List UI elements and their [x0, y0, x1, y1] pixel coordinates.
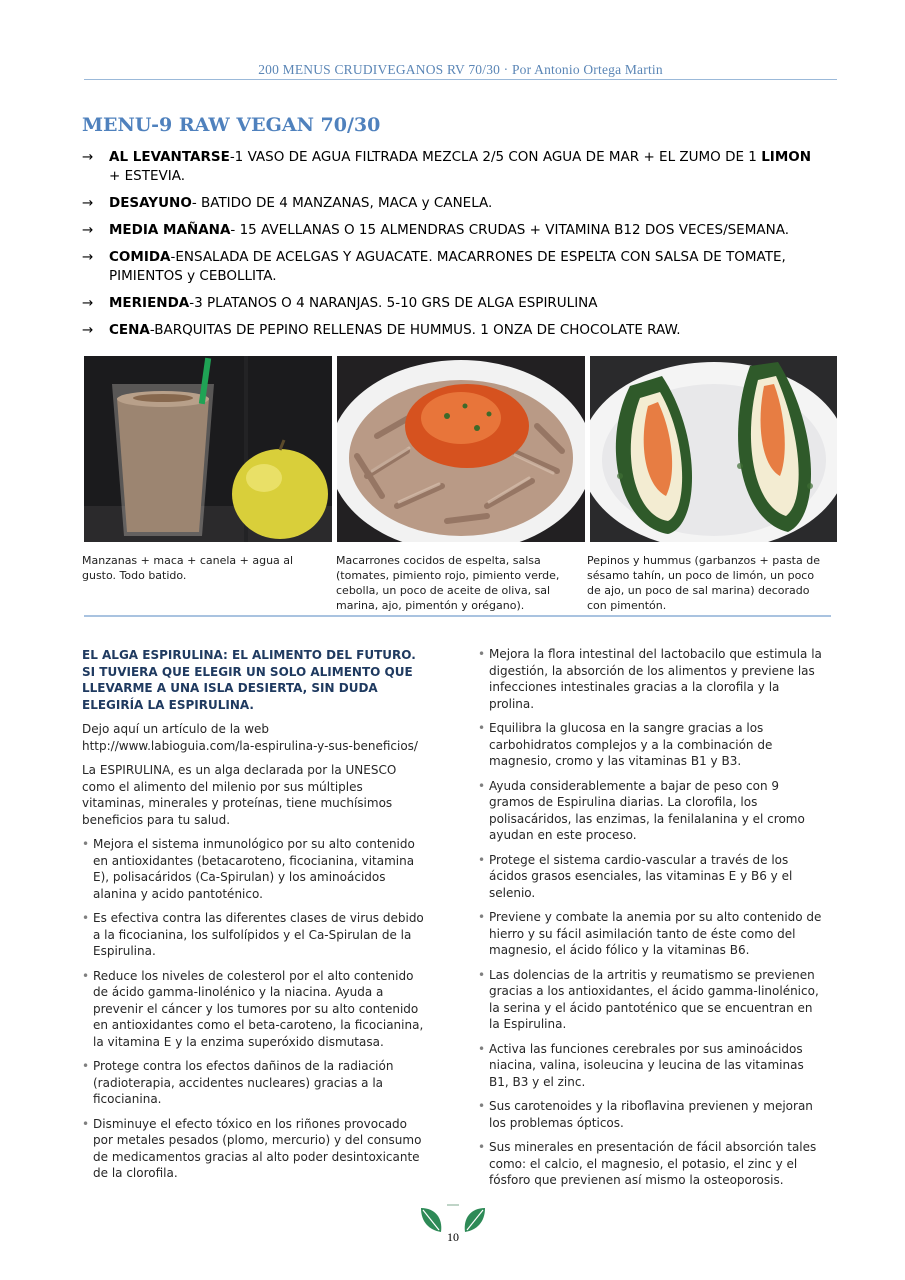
menu-item-label: COMIDA — [109, 249, 171, 265]
pasta-photo — [337, 356, 585, 542]
list-item-text: Reduce los niveles de colesterol por el alto contenido de ácido gamma-linolénico y la niacina. Ayuda a prevenir el cáncer y los tumores por su alto contenido en antioxidantes como el beta-caroteno, la ficocianina, la vitamina E y la enzima superóxido dismutasa. — [93, 968, 424, 1049]
bullet-icon: • — [82, 837, 90, 851]
menu-item-label: MEDIA MAÑANA — [109, 222, 231, 238]
running-header: 200 MENUS CRUDIVEGANOS RV 70/30 · Por Antonio Ortega Martin — [258, 62, 663, 77]
list-item — [82, 1116, 427, 1182]
list-item-text: Protege contra los efectos dañinos de la radiación (radioterapia, accidentes nucleares) gracias a la ficocianina. — [93, 1059, 394, 1106]
arrow-icon: → — [82, 295, 94, 311]
page-number: 10 — [447, 1230, 459, 1244]
menu-item-text: -3 PLATANOS O 4 NARANJAS. 5-10 GRS DE ALGA ESPIRULINA — [189, 295, 598, 311]
arrow-icon: → — [82, 322, 94, 338]
arrow-icon: → — [82, 249, 94, 265]
list-item-text: Mejora la flora intestinal del lactobacilo que estimula la digestión, la absorción de los alimentos y previene las infecciones intestinales gracias a la clorofila y la prolina. — [489, 647, 822, 711]
list-item-text: Mejora el sistema inmunológico por su alto contenido en antioxidantes (betacaroteno, ficocianina, vitamina E), polisacáridos (Ca-Spirulan) y los aminoácidos alanina y acido pantoténico. — [93, 837, 415, 901]
menu-item-levantarse — [82, 148, 822, 186]
menu-item-comida — [82, 248, 822, 286]
list-item — [478, 852, 826, 902]
menu-item-label: CENA — [109, 322, 150, 338]
benefits-list-left — [82, 836, 427, 1182]
bullet-icon: • — [478, 778, 486, 793]
menu-item-media-manana — [82, 221, 822, 240]
list-item — [82, 910, 427, 960]
list-item — [82, 1058, 427, 1108]
menu-item-text: -BARQUITAS DE PEPINO RELLENAS DE HUMMUS. 1 ONZA DE CHOCOLATE RAW. — [149, 322, 681, 338]
bullet-icon: • — [82, 911, 90, 925]
list-item — [82, 836, 427, 902]
list-item-text: Equilibra la glucosa en la sangre gracias a los carbohidratos complejos y a la combinación de magnesio, cromo y las vitaminas B1 y B3. — [489, 721, 773, 768]
article-heading: EL ALGA ESPIRULINA: EL ALIMENTO DEL FUTURO. SI TUVIERA QUE ELEGIR UN SOLO ALIMENTO QUE LLEVARME A UNA ISLA DESIERTA, SIN DUDA ELEGIRÍA LA ESPIRULINA. — [82, 648, 416, 712]
caption-pasta: Macarrones cocidos de espelta, salsa (tomates, pimiento rojo, pimiento verde, cebolla, un poco de aceite de oliva, sal marina, ajo, pimentón y orégano). — [336, 554, 560, 612]
bullet-icon: • — [478, 852, 486, 867]
list-item-text: Previene y combate la anemia por su alto contenido de hierro y su fácil asimilación tanto de éste como del magnesio, el ácido fólico y la vitaminas B6. — [489, 910, 822, 957]
list-item — [478, 1041, 826, 1091]
list-item — [478, 646, 826, 712]
list-item — [478, 720, 826, 770]
menu-item-text: -ENSALADA DE ACELGAS Y AGUACATE. MACARRONES DE ESPELTA CON SALSA DE TOMATE, PIMIENTOS y CEBOLLITA. — [109, 249, 786, 284]
photo-strip — [84, 356, 837, 542]
bullet-icon: • — [478, 647, 486, 661]
article-left-column — [82, 647, 427, 1190]
arrow-icon: → — [82, 222, 94, 238]
bullet-icon: • — [82, 968, 90, 983]
menu-list — [82, 148, 822, 348]
list-item — [478, 909, 826, 959]
menu-item-text: -1 VASO DE AGUA FILTRADA MEZCLA 2/5 CON AGUA DE MAR + EL ZUMO DE 1 — [229, 149, 762, 165]
menu-item-merienda — [82, 294, 822, 313]
menu-item-text: - 15 AVELLANAS O 15 ALMENDRAS CRUDAS + VITAMINA B12 DOS VECES/SEMANA. — [230, 222, 789, 238]
header-rule — [84, 79, 837, 80]
list-item — [478, 967, 826, 1033]
menu-item-text: - BATIDO DE 4 MANZANAS, MACA y CANELA. — [191, 195, 493, 211]
menu-item-bold: LIMON — [761, 149, 812, 165]
menu-item-cena — [82, 321, 822, 340]
list-item — [478, 1139, 826, 1189]
arrow-icon: → — [82, 195, 94, 211]
menu-item-label: DESAYUNO — [109, 195, 192, 211]
article-description: La ESPIRULINA, es un alga declarada por la UNESCO como el alimento del milenio por sus múltiples vitaminas, minerales y proteínas, tiene muchísimos beneficios para tu salud. — [82, 763, 397, 827]
list-item — [478, 1098, 826, 1131]
bullet-icon: • — [82, 1116, 90, 1131]
list-item-text: Ayuda considerablemente a bajar de peso con 9 gramos de Espirulina diarias. La clorofila, los polisacáridos, las enzimas, la fenilalanina y el cromo ayudan en este proceso. — [489, 778, 805, 842]
bullet-icon: • — [478, 910, 486, 924]
cucumber-boats-photo — [590, 356, 837, 542]
menu-title: MENU-9 RAW VEGAN 70/30 — [82, 114, 381, 136]
bullet-icon: • — [478, 1041, 486, 1056]
menu-item-desayuno — [82, 194, 822, 213]
article-right-column — [478, 646, 826, 1197]
bullet-icon: • — [478, 967, 486, 982]
page-footer — [417, 1204, 489, 1250]
list-item-text: Protege el sistema cardio-vascular a través de los ácidos grasos esenciales, las vitaminas E y B6 y el selenio. — [489, 852, 793, 900]
list-item-text: Es efectiva contra las diferentes clases de virus debido a la ficocianina, los sulfolípidos y el Ca-Spirulan de la Espirulina. — [93, 911, 424, 958]
list-item-text: Sus carotenoides y la riboflavina previenen y mejoran los problemas ópticos. — [489, 1099, 813, 1130]
list-item-text: Disminuye el efecto tóxico en los riñones provocado por metales pesados (plomo, mercurio) y del consumo de medicamentos gracias al alto poder desintoxicante de la clorofila. — [93, 1116, 422, 1180]
menu-item-label: AL LEVANTARSE — [109, 149, 230, 165]
list-item — [478, 778, 826, 844]
bullet-icon: • — [478, 721, 486, 735]
list-item-text: Las dolencias de la artritis y reumatismo se previenen gracias a los antioxidantes, el ácido gamma-linolénico, la serina y el ácido pantoténico que se encuentran en la Espirulina. — [489, 967, 819, 1031]
menu-item-label: MERIENDA — [109, 295, 190, 311]
list-item-text: Sus minerales en presentación de fácil absorción tales como: el calcio, el magnesio, el potasio, el zinc y el fósforo que previenen así mismo la osteoporosis. — [489, 1140, 817, 1187]
caption-cucumber: Pepinos y hummus (garbanzos + pasta de sésamo tahín, un poco de limón, un poco de ajo, un poco de sal marina) decorado con pimentón. — [587, 554, 820, 612]
section-rule — [84, 615, 831, 617]
bullet-icon: • — [478, 1099, 486, 1113]
bullet-icon: • — [478, 1140, 486, 1154]
smoothie-photo — [84, 356, 332, 542]
article-intro: Dejo aquí un artículo de la web http://www.labioguia.com/la-espirulina-y-sus-beneficios/ — [82, 722, 418, 753]
benefits-list-right — [478, 646, 826, 1189]
list-item-text: Activa las funciones cerebrales por sus aminoácidos niacina, valina, isoleucina y leucina de las vitaminas B1, B3 y el zinc. — [489, 1041, 804, 1089]
menu-item-tail: + ESTEVIA. — [109, 168, 185, 184]
arrow-icon: → — [82, 149, 94, 165]
caption-smoothie: Manzanas + maca + canela + agua al gusto. Todo batido. — [82, 554, 294, 582]
bullet-icon: • — [82, 1059, 90, 1073]
list-item — [82, 968, 427, 1051]
